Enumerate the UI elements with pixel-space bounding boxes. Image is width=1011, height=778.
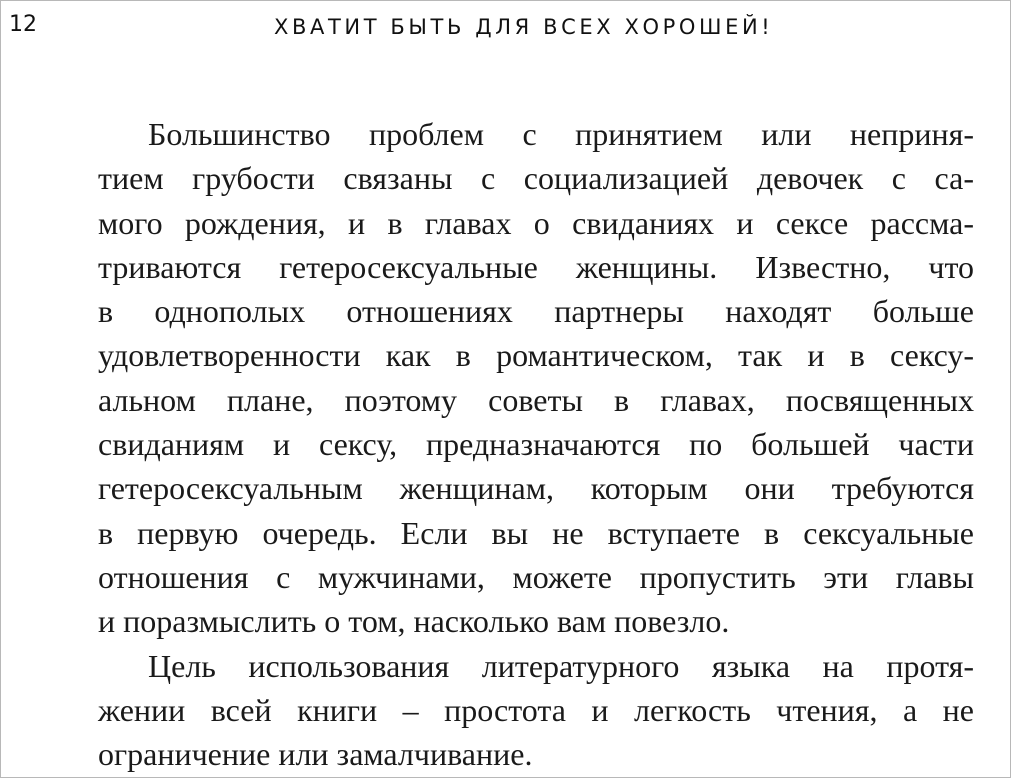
text-line: мого рождения, и в главах о свиданиях и сексе рассма- bbox=[98, 204, 974, 241]
paragraph-1 bbox=[98, 112, 974, 644]
text-line: в однополых отношениях партнеры находят больше bbox=[98, 293, 974, 330]
body-text bbox=[98, 112, 974, 776]
text-line: триваются гетеросексуальные женщины. Известно, что bbox=[98, 248, 974, 285]
text-line: в первую очередь. Если вы не вступаете в сексуальные bbox=[98, 514, 974, 551]
paragraph-2 bbox=[98, 644, 974, 777]
text-line: Большинство проблем с принятием или неприня- bbox=[148, 116, 974, 152]
running-head-title: ХВАТИТ БЫТЬ ДЛЯ ВСЕХ ХОРОШЕЙ! bbox=[274, 15, 774, 39]
page-number: 12 bbox=[9, 12, 37, 37]
text-line: удовлетворенности как в романтическом, так и в сексу- bbox=[98, 337, 974, 374]
text-line: Цель использования литературного языка на протя- bbox=[148, 647, 974, 684]
text-line: отношения с мужчинами, можете пропустить эти главы bbox=[98, 558, 974, 595]
text-line: свиданиям и сексу, предназначаются по большей части bbox=[98, 426, 974, 463]
text-line: тием грубости связаны с социализацией девочек с са- bbox=[98, 160, 974, 197]
text-line: жении всей книги – простота и легкость чтения, а не bbox=[98, 691, 974, 728]
text-line: и поразмыслить о том, насколько вам повезло. bbox=[98, 603, 730, 640]
text-line: альном плане, поэтому советы в главах, посвященных bbox=[98, 381, 974, 418]
text-line: гетеросексуальным женщинам, которым они требуются bbox=[98, 470, 974, 507]
text-line: ограничение или замалчивание. bbox=[98, 736, 533, 773]
